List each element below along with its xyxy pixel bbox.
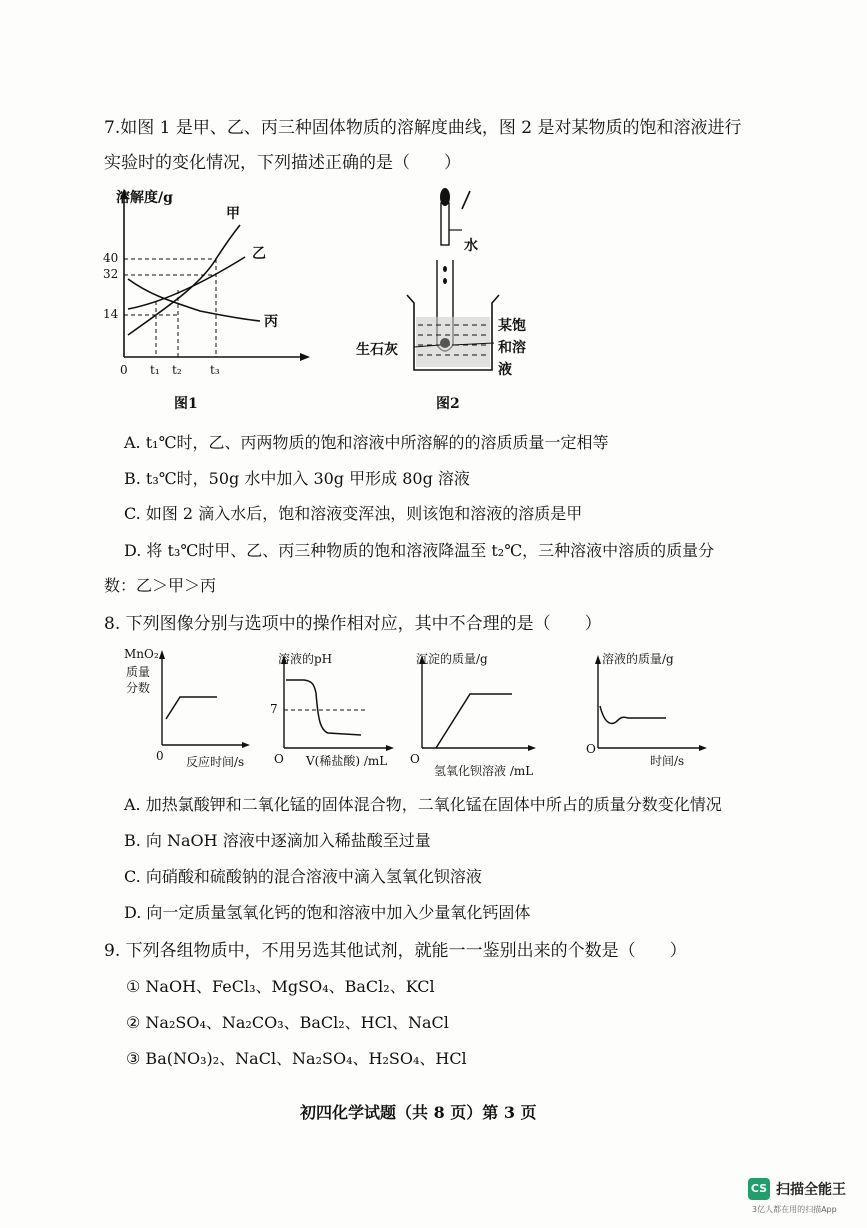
graph-b-xlabel: V(稀盐酸) /mL xyxy=(306,754,388,768)
q9-item-2: ② Na₂SO₄、Na₂CO₃、BaCl₂、HCl、NaCl xyxy=(126,1013,449,1032)
q9-item-1: ① NaOH、FeCl₃、MgSO₄、BaCl₂、KCl xyxy=(126,977,435,996)
scanner-brand: 扫描全能王 xyxy=(776,1182,846,1198)
q7-option-d: D. 将 t₃℃时甲、乙、丙三种物质的饱和溶液降温至 t₂℃，三种溶液中溶质的质量分 xyxy=(124,541,715,560)
curve-jia xyxy=(128,225,240,335)
q8-option-b: B. 向 NaOH 溶液中逐滴加入稀盐酸至过量 xyxy=(124,831,431,850)
figure2-caption: 图2 xyxy=(436,396,460,412)
q9-stem: 9. 下列各组物质中，不用另选其他试剂，就能一一鉴别出来的个数是（ ） xyxy=(104,941,687,961)
q7-option-c: C. 如图 2 滴入水后，饱和溶液变浑浊，则该饱和溶液的溶质是甲 xyxy=(124,504,583,523)
xtick-0: 0 xyxy=(120,363,128,377)
label-yi: 乙 xyxy=(252,246,266,262)
q7-stem-line1: 7.如图 1 是甲、乙、丙三种固体物质的溶解度曲线，图 2 是对某物质的饱和溶液进行 xyxy=(104,118,742,138)
graph-a-ylabel-1: MnO₂ xyxy=(124,647,159,661)
label-jia: 甲 xyxy=(226,206,240,222)
figure1-caption: 图1 xyxy=(174,396,198,412)
graph-c-ylabel: 沉淀的质量/g xyxy=(416,652,488,666)
graph-d-origin: O xyxy=(586,742,596,756)
q8-option-d: D. 向一定质量氢氧化钙的饱和溶液中加入少量氧化钙固体 xyxy=(124,903,531,922)
solubility-chart xyxy=(100,185,315,415)
scanner-tagline: 3亿人都在用的扫描App xyxy=(752,1205,837,1214)
q9-item-3: ③ Ba(NO₃)₂、NaCl、Na₂SO₄、H₂SO₄、HCl xyxy=(126,1049,467,1068)
label-bing: 丙 xyxy=(264,314,278,330)
solution-label-3: 液 xyxy=(498,362,512,378)
q8-option-c: C. 向硝酸和硫酸钠的混合溶液中滴入氢氧化钡溶液 xyxy=(124,867,482,886)
curve-yi xyxy=(128,257,245,309)
graph-a-origin: 0 xyxy=(156,749,164,763)
q8-graph-a xyxy=(122,645,252,775)
ytick-40: 40 xyxy=(103,251,119,265)
graph-c-origin: O xyxy=(410,752,420,766)
graph-b-ylabel: 溶液的pH xyxy=(278,652,333,666)
q8-graph-c xyxy=(408,648,568,778)
page-footer: 初四化学试题（共 8 页）第 3 页 xyxy=(300,1103,537,1122)
water-label: 水 xyxy=(464,238,478,254)
solution-label-2: 和溶 xyxy=(498,340,526,356)
q8-option-a: A. 加热氯酸钾和二氧化锰的固体混合物，二氧化锰在固体中所占的质量分数变化情况 xyxy=(124,795,722,814)
ytick-32: 32 xyxy=(103,267,119,281)
q8-graph-d xyxy=(584,648,714,778)
solubility-axis-label: 溶解度/g xyxy=(116,190,173,206)
xtick-t2: t₂ xyxy=(172,363,182,377)
graph-b-origin: O xyxy=(274,752,284,766)
q7-figure1 xyxy=(100,185,315,415)
graph-a-xlabel: 反应时间/s xyxy=(186,755,245,769)
xtick-t1: t₁ xyxy=(150,363,160,377)
q8-graph-b xyxy=(266,648,406,778)
scanner-watermark xyxy=(748,1176,858,1222)
q7-option-b: B. t₃℃时，50g 水中加入 30g 甲形成 80g 溶液 xyxy=(124,469,470,488)
graph-c-xlabel: 氢氧化钡溶液 /mL xyxy=(434,764,534,778)
q7-option-d-cont: 数：乙＞甲＞丙 xyxy=(104,576,217,595)
xtick-t3: t₃ xyxy=(210,363,220,377)
graph-a-ylabel-2: 质量 xyxy=(126,665,151,679)
q7-option-a: A. t₁℃时，乙、丙两物质的饱和溶液中所溶解的的溶质质量一定相等 xyxy=(124,433,609,452)
beaker-diagram xyxy=(352,185,552,415)
graph-d-xlabel: 时间/s xyxy=(650,754,685,768)
graph-b-mark-7: 7 xyxy=(270,702,278,716)
q7-figure2 xyxy=(352,185,552,415)
q7-stem-line2: 实验时的变化情况，下列描述正确的是（ ） xyxy=(104,153,461,173)
graph-a-ylabel-3: 分数 xyxy=(126,681,151,695)
ytick-14: 14 xyxy=(103,307,119,321)
q8-stem: 8. 下列图像分别与选项中的操作相对应，其中不合理的是（ ） xyxy=(104,614,602,634)
cs-logo-icon: CS xyxy=(748,1178,770,1200)
graph-d-ylabel: 溶液的质量/g xyxy=(602,652,674,666)
quicklime-label: 生石灰 xyxy=(356,342,398,358)
solution-label-1: 某饱 xyxy=(498,318,526,334)
